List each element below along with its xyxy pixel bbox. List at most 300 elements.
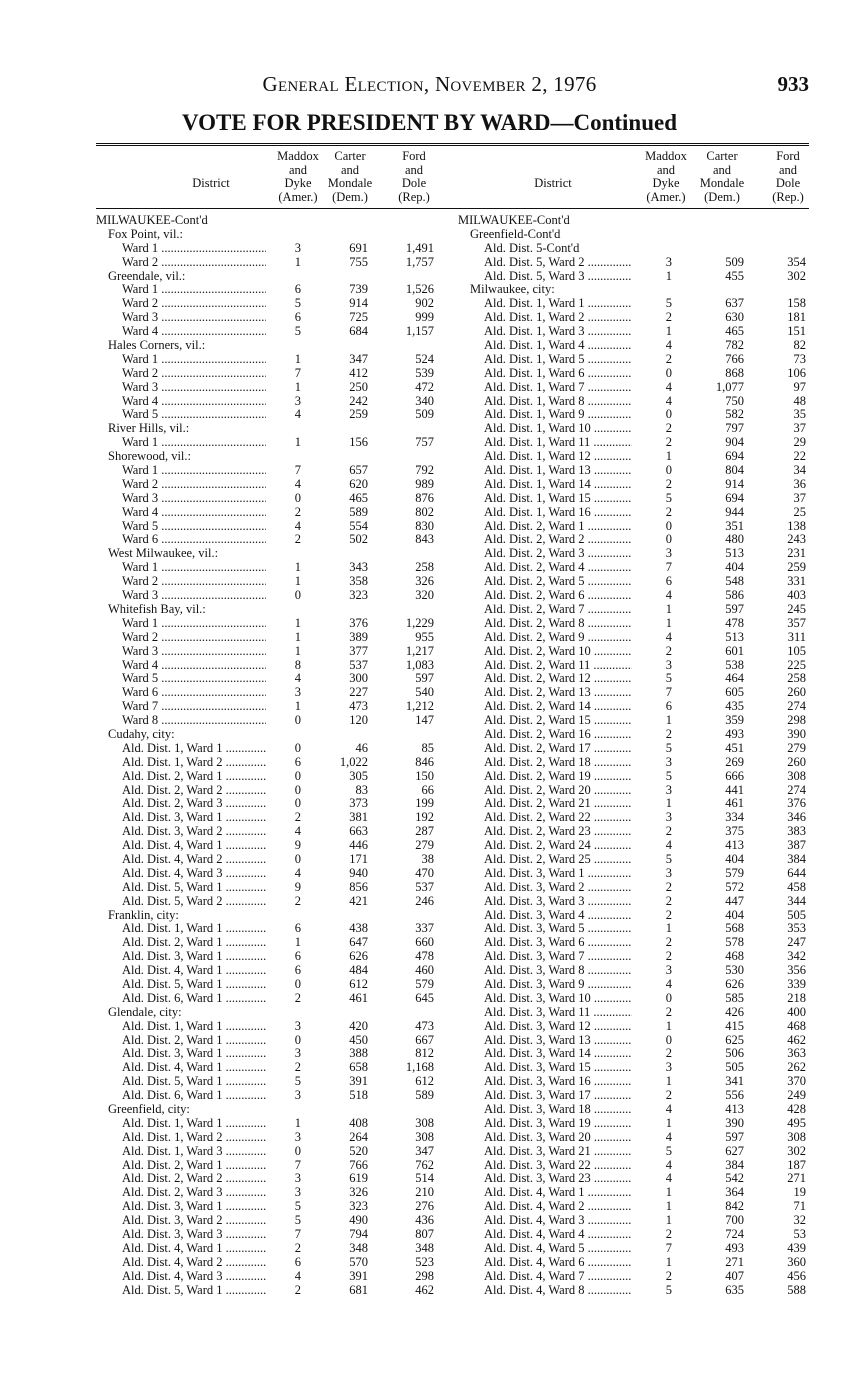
ford-votes: 199 (415, 796, 434, 811)
ford-votes: 259 (787, 560, 806, 575)
table-row (458, 242, 811, 256)
district-label: Ald. Dist. 2, Ward 12 ..... (484, 672, 632, 686)
ford-votes: 537 (415, 879, 434, 894)
district-label: Ald. Dist. 1, Ward 14 ..... (484, 478, 632, 492)
table-row (96, 1172, 441, 1186)
district-label: Ald. Dist. 3, Ward 2 ..... (484, 881, 632, 895)
ford-votes: 35 (793, 407, 806, 422)
header-line: (Amer.) (646, 189, 686, 204)
carter-votes: 513 (725, 629, 744, 644)
table-row (96, 1075, 441, 1089)
carter-votes: 666 (725, 768, 744, 783)
district-label: Ald. Dist. 1, Ward 2 ..... (122, 756, 266, 770)
district-header: District (534, 176, 572, 190)
district-label: Ald. Dist. 4, Ward 8 ..... (484, 1284, 632, 1298)
maddox-votes: 1 (294, 254, 301, 269)
header-line: Maddox (277, 149, 319, 163)
carter-votes: 413 (725, 838, 744, 853)
header-line: (Rep.) (398, 189, 430, 204)
district-label: Hales Corners, vil.: (108, 339, 206, 353)
maddox-votes: 2 (294, 1282, 301, 1297)
maddox-votes: 3 (294, 1088, 301, 1103)
ford-votes: 246 (415, 893, 434, 908)
district-label: Ward 5 ..... (122, 408, 266, 422)
table-row (96, 978, 441, 992)
carter-votes: 156 (349, 435, 368, 450)
maddox-votes: 9 (294, 879, 301, 894)
carter-votes: 626 (725, 976, 744, 991)
header-line: Ford (776, 149, 800, 163)
district-label: Ald. Dist. 3, Ward 22 ..... (484, 1159, 632, 1173)
ford-votes: 363 (787, 1046, 806, 1061)
ford-header (764, 150, 812, 204)
carter-votes: 725 (349, 310, 368, 325)
maddox-votes: 2 (665, 421, 672, 436)
maddox-votes: 1 (665, 1074, 672, 1089)
page-header (0, 72, 859, 98)
ford-votes: 29 (793, 435, 806, 450)
district-label: Ald. Dist. 1, Ward 16 ..... (484, 506, 632, 520)
carter-header (322, 150, 378, 204)
district-label: Ward 3 ..... (122, 492, 266, 506)
district-label: Ald. Dist. 5, Ward 1 ..... (122, 1284, 266, 1298)
maddox-votes: 4 (665, 838, 672, 853)
carter-votes: 404 (725, 851, 744, 866)
maddox-votes: 1 (665, 601, 672, 616)
maddox-votes: 8 (294, 657, 301, 672)
table-row (458, 1117, 811, 1131)
maddox-votes: 4 (665, 629, 672, 644)
table-row (458, 659, 811, 673)
ford-votes: 462 (415, 1282, 434, 1297)
district-label: Ald. Dist. 5-Cont'd (484, 241, 580, 255)
maddox-votes: 2 (294, 810, 301, 825)
district-label: Ald. Dist. 3, Ward 10 ..... (484, 992, 632, 1006)
table-row (96, 464, 441, 478)
district-label: Ald. Dist. 3, Ward 14 ..... (484, 1047, 632, 1061)
carter-votes: 388 (349, 1046, 368, 1061)
maddox-votes: 4 (665, 1157, 672, 1172)
district-label: Ald. Dist. 1, Ward 9 ..... (484, 408, 632, 422)
ford-votes: 73 (793, 351, 806, 366)
district-label: Ald. Dist. 2, Ward 22 ..... (484, 811, 632, 825)
district-label: Whitefish Bay, vil.: (108, 602, 206, 616)
ford-votes: 308 (787, 768, 806, 783)
ford-votes: 390 (787, 726, 806, 741)
carter-votes: 637 (725, 296, 744, 311)
ford-votes: 597 (415, 671, 434, 686)
maddox-votes: 2 (294, 1240, 301, 1255)
carter-votes: 391 (349, 1074, 368, 1089)
carter-votes: 755 (349, 254, 368, 269)
carter-votes: 381 (349, 810, 368, 825)
ford-votes: 279 (415, 838, 434, 853)
ford-votes: 1,212 (405, 699, 434, 714)
carter-votes: 413 (725, 1102, 744, 1116)
district-label: Fox Point, vil.: (108, 227, 184, 241)
carter-votes: 647 (349, 935, 368, 950)
ford-votes: 187 (787, 1157, 806, 1172)
table-row (96, 1034, 441, 1048)
carter-votes: 227 (349, 685, 368, 700)
table-row (96, 936, 441, 950)
carter-votes: 856 (349, 879, 368, 894)
district-label: Ald. Dist. 2, Ward 6 ..... (484, 589, 632, 603)
carter-votes: 420 (349, 1018, 368, 1033)
maddox-votes: 1 (294, 615, 301, 630)
header-line: Carter (334, 149, 366, 163)
maddox-votes: 3 (665, 963, 672, 978)
ford-votes: 106 (787, 365, 806, 380)
ford-votes: 274 (787, 699, 806, 714)
ford-votes: 495 (787, 1115, 806, 1130)
district-label: Ald. Dist. 1, Ward 1 ..... (122, 742, 266, 756)
maddox-votes: 3 (665, 254, 672, 269)
district-label: Ward 4 ..... (122, 395, 266, 409)
table-row (96, 1006, 441, 1020)
column-header (96, 148, 441, 206)
ford-votes: 524 (415, 351, 434, 366)
ford-votes: 357 (787, 615, 806, 630)
maddox-votes: 2 (665, 310, 672, 325)
table-row (96, 756, 441, 770)
maddox-votes: 3 (665, 1060, 672, 1075)
maddox-votes: 2 (294, 990, 301, 1005)
header-rule-top (96, 143, 809, 146)
ford-votes: 360 (787, 1254, 806, 1269)
carter-votes: 421 (349, 893, 368, 908)
ford-votes: 298 (415, 1268, 434, 1283)
carter-votes: 572 (725, 879, 744, 894)
table-row (458, 283, 811, 297)
table-row (458, 256, 811, 270)
carter-votes: 513 (725, 546, 744, 561)
carter-votes: 766 (725, 351, 744, 366)
maddox-votes: 5 (665, 1282, 672, 1297)
table-row (458, 714, 811, 728)
maddox-votes: 0 (294, 588, 301, 603)
header-line: (Dem.) (332, 189, 368, 204)
maddox-votes: 1 (665, 796, 672, 811)
table-row (458, 617, 811, 631)
carter-votes: 377 (349, 643, 368, 658)
carter-votes: 171 (349, 851, 368, 866)
ford-votes: 181 (787, 310, 806, 325)
table-row (458, 700, 811, 714)
table-row (458, 645, 811, 659)
district-label: Ward 3 ..... (122, 645, 266, 659)
maddox-votes: 0 (294, 1032, 301, 1047)
district-label: Ald. Dist. 2, Ward 3 ..... (122, 1186, 266, 1200)
header-line: and (778, 162, 798, 177)
ford-votes: 989 (415, 476, 434, 491)
carter-votes: 465 (349, 490, 368, 505)
ford-votes: 999 (415, 310, 434, 325)
table-row (458, 1103, 811, 1117)
ford-votes: 514 (415, 1171, 434, 1186)
maddox-votes: 3 (294, 685, 301, 700)
carter-votes: 464 (725, 671, 744, 686)
table-row (96, 1117, 441, 1131)
district-label: Ward 7 ..... (122, 700, 266, 714)
carter-votes: 750 (725, 393, 744, 408)
carter-votes: 450 (349, 1032, 368, 1047)
carter-votes: 1,077 (715, 379, 744, 394)
carter-votes: 556 (725, 1088, 744, 1103)
district-label: Ward 4 ..... (122, 325, 266, 339)
carter-votes: 415 (725, 1018, 744, 1033)
district-label: Ward 4 ..... (122, 506, 266, 520)
table-row (96, 256, 441, 270)
maddox-votes: 6 (294, 754, 301, 769)
table-row (458, 1186, 811, 1200)
carter-votes: 389 (349, 629, 368, 644)
carter-votes: 627 (725, 1143, 744, 1158)
maddox-votes: 0 (294, 851, 301, 866)
table-row (96, 700, 441, 714)
ford-votes: 807 (415, 1227, 434, 1242)
district-label: Ald. Dist. 5, Ward 1 ..... (122, 978, 266, 992)
table-row (96, 450, 441, 464)
ford-votes: 462 (787, 1032, 806, 1047)
table-row (458, 881, 811, 895)
district-label: Ward 2 ..... (122, 575, 266, 589)
ford-votes: 539 (415, 365, 434, 380)
ford-votes: 22 (793, 449, 806, 464)
table-row (96, 339, 441, 353)
header-line: (Dem.) (704, 189, 740, 204)
table-row (96, 1131, 441, 1145)
district-label: Ald. Dist. 2, Ward 18 ..... (484, 756, 632, 770)
table-row (458, 1214, 811, 1228)
table-row (96, 492, 441, 506)
carter-votes: 348 (349, 1240, 368, 1255)
maddox-votes: 3 (665, 865, 672, 880)
district-label: Ald. Dist. 2, Ward 2 ..... (484, 533, 632, 547)
table-row (458, 464, 811, 478)
table-row (96, 1145, 441, 1159)
carter-votes: 630 (725, 310, 744, 325)
table-row (458, 492, 811, 506)
ford-votes: 158 (787, 296, 806, 311)
carter-votes: 461 (349, 990, 368, 1005)
table-row (96, 784, 441, 798)
maddox-votes: 4 (665, 379, 672, 394)
carter-votes: 451 (725, 740, 744, 755)
district-label: Shorewood, vil.: (108, 450, 191, 464)
district-label: Ward 3 ..... (122, 589, 266, 603)
maddox-votes: 7 (665, 1240, 672, 1255)
table-row (458, 1034, 811, 1048)
district-label: Ward 3 ..... (122, 381, 266, 395)
district-label: Ald. Dist. 2, Ward 8 ..... (484, 617, 632, 631)
carter-votes: 681 (349, 1282, 368, 1297)
maddox-votes: 4 (294, 865, 301, 880)
maddox-votes: 5 (294, 324, 301, 339)
district-label: Ward 5 ..... (122, 520, 266, 534)
table-row (458, 1256, 811, 1270)
carter-votes: 359 (725, 713, 744, 728)
maddox-votes: 0 (294, 768, 301, 783)
maddox-votes: 2 (294, 893, 301, 908)
table-row (458, 325, 811, 339)
carter-votes: 579 (725, 865, 744, 880)
table-row (458, 1270, 811, 1284)
district-label: Ald. Dist. 4, Ward 3 ..... (122, 1270, 266, 1284)
ford-votes: 468 (787, 1018, 806, 1033)
district-label: Ald. Dist. 4, Ward 1 ..... (122, 1242, 266, 1256)
ford-votes: 383 (787, 824, 806, 839)
table-row (96, 589, 441, 603)
ford-votes: 955 (415, 629, 434, 644)
ford-votes: 25 (793, 504, 806, 519)
maddox-votes: 3 (294, 240, 301, 255)
district-label: Ald. Dist. 4, Ward 1 ..... (122, 839, 266, 853)
carter-votes: 506 (725, 1046, 744, 1061)
district-label: Ward 2 ..... (122, 367, 266, 381)
district-label: Ald. Dist. 1, Ward 3 ..... (122, 1145, 266, 1159)
carter-votes: 700 (725, 1213, 744, 1228)
ford-votes: 792 (415, 463, 434, 478)
maddox-votes: 2 (665, 1004, 672, 1019)
district-label: Ald. Dist. 1, Ward 4 ..... (484, 339, 632, 353)
maddox-votes: 2 (294, 1060, 301, 1075)
district-label: Ald. Dist. 3, Ward 3 ..... (484, 895, 632, 909)
district-label: Ald. Dist. 3, Ward 6 ..... (484, 936, 632, 950)
carter-votes: 868 (725, 365, 744, 380)
district-label: Ald. Dist. 4, Ward 3 ..... (484, 1214, 632, 1228)
carter-votes: 435 (725, 699, 744, 714)
maddox-votes: 2 (665, 935, 672, 950)
ford-votes: 354 (787, 254, 806, 269)
maddox-votes: 7 (665, 685, 672, 700)
district-label: Ald. Dist. 3, Ward 1 ..... (122, 950, 266, 964)
carter-votes: 465 (725, 324, 744, 339)
carter-votes: 300 (349, 671, 368, 686)
ford-votes: 473 (415, 1018, 434, 1033)
district-label: Ald. Dist. 3, Ward 2 ..... (122, 1214, 266, 1228)
district-label: Ald. Dist. 2, Ward 15 ..... (484, 714, 632, 728)
carter-votes: 493 (725, 1240, 744, 1255)
maddox-votes: 4 (294, 407, 301, 422)
table-row (96, 617, 441, 631)
ford-votes: 37 (793, 421, 806, 436)
district-label: Ald. Dist. 2, Ward 3 ..... (484, 547, 632, 561)
carter-votes: 538 (725, 657, 744, 672)
district-label: MILWAUKEE-Cont'd (96, 214, 208, 227)
maddox-votes: 2 (665, 476, 672, 491)
ford-votes: 258 (415, 560, 434, 575)
ford-votes: 262 (787, 1060, 806, 1075)
carter-votes: 404 (725, 907, 744, 922)
table-row (96, 742, 441, 756)
carter-votes: 502 (349, 532, 368, 547)
district-label: Ald. Dist. 1, Ward 10 ..... (484, 422, 632, 436)
maddox-votes: 0 (294, 782, 301, 797)
table-row (96, 825, 441, 839)
table-row (96, 1186, 441, 1200)
table-row (458, 1061, 811, 1075)
table-row (96, 909, 441, 923)
district-label: Ald. Dist. 4, Ward 4 ..... (484, 1228, 632, 1242)
maddox-votes: 1 (665, 1018, 672, 1033)
maddox-votes: 0 (294, 490, 301, 505)
ford-votes: 456 (787, 1268, 806, 1283)
header-line: Dole (775, 176, 801, 190)
carter-votes: 568 (725, 921, 744, 936)
table-row (96, 381, 441, 395)
table-row (96, 922, 441, 936)
carter-votes: 694 (725, 490, 744, 505)
maddox-votes: 2 (665, 504, 672, 519)
maddox-votes: 1 (665, 713, 672, 728)
district-label: Ward 5 ..... (122, 672, 266, 686)
district-label: Ald. Dist. 3, Ward 18 ..... (484, 1103, 632, 1117)
ford-votes: 436 (415, 1213, 434, 1228)
district-label: Ald. Dist. 3, Ward 1 ..... (122, 1200, 266, 1214)
district-label: Ald. Dist. 2, Ward 17 ..... (484, 742, 632, 756)
district-label: Ald. Dist. 1, Ward 1 ..... (484, 297, 632, 311)
maddox-votes: 7 (294, 463, 301, 478)
ford-votes: 478 (415, 949, 434, 964)
maddox-votes: 6 (665, 574, 672, 589)
carter-votes: 269 (725, 754, 744, 769)
maddox-votes: 2 (665, 643, 672, 658)
ford-votes: 846 (415, 754, 434, 769)
district-label: Ald. Dist. 2, Ward 21 ..... (484, 797, 632, 811)
table-row (96, 1020, 441, 1034)
table-row (458, 1159, 811, 1173)
ford-votes: 82 (793, 338, 806, 353)
header-line: Dyke (652, 176, 680, 190)
ford-votes: 311 (787, 629, 806, 644)
district-label: Ald. Dist. 1, Ward 11 ..... (484, 436, 632, 450)
table-row (96, 478, 441, 492)
ford-votes: 258 (787, 671, 806, 686)
table-row (458, 214, 811, 228)
maddox-votes: 0 (665, 1032, 672, 1047)
district-label: Ald. Dist. 4, Ward 6 ..... (484, 1256, 632, 1270)
table-row (96, 1214, 441, 1228)
district-label: Ald. Dist. 2, Ward 19 ..... (484, 770, 632, 784)
ford-votes: 400 (787, 1004, 806, 1019)
table-row (458, 270, 811, 284)
carter-votes: 625 (725, 1032, 744, 1047)
district-label: Ald. Dist. 4, Ward 1 ..... (122, 964, 266, 978)
table-row (458, 895, 811, 909)
table-row (458, 297, 811, 311)
carter-votes: 794 (349, 1227, 368, 1242)
district-label: Ald. Dist. 3, Ward 20 ..... (484, 1131, 632, 1145)
left-table-body (96, 214, 441, 1297)
ford-votes: 843 (415, 532, 434, 547)
maddox-votes: 5 (665, 740, 672, 755)
district-label: Ward 1 ..... (122, 283, 266, 297)
carter-votes: 626 (349, 949, 368, 964)
ford-votes: 645 (415, 990, 434, 1005)
header-line: (Amer.) (278, 189, 318, 204)
table-row (458, 575, 811, 589)
carter-header (694, 150, 750, 204)
table-row (458, 436, 811, 450)
district-label: Ald. Dist. 3, Ward 5 ..... (484, 922, 632, 936)
district-label: Ald. Dist. 2, Ward 25 ..... (484, 853, 632, 867)
table-row (96, 672, 441, 686)
district-label: Ald. Dist. 2, Ward 4 ..... (484, 561, 632, 575)
table-row (458, 784, 811, 798)
ford-votes: 231 (787, 546, 806, 561)
carter-votes: 601 (725, 643, 744, 658)
